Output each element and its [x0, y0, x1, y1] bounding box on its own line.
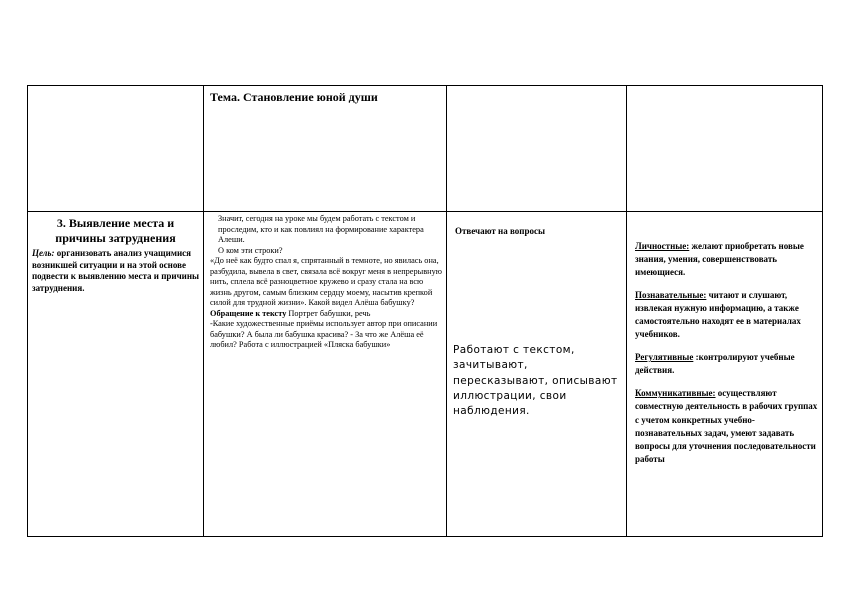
text-reference: Обращение к тексту [210, 308, 287, 318]
uud-personal-text: желают приобретать новые знания, умения, совершенствовать имеющиеся. [635, 241, 804, 278]
stage-title: 3. Выявление места и причины затруднения [55, 216, 176, 245]
uud-regulative-text: :контролируют учебные действия. [635, 352, 795, 376]
stage-goal [28, 246, 203, 294]
goal-text: организовать анализ учащимися возникшей ситуации и на этой основе подвести к выявлению места и причины затруднения. [32, 248, 200, 293]
lesson-plan-table [27, 85, 823, 537]
goal-label: Цель: [32, 248, 55, 258]
teacher-quote [210, 256, 442, 319]
uud-list [627, 212, 822, 466]
uud-communicative-text: осуществляют совместную деятельность в рабочих группах с учетом конкретных учебно-познавательных задач, умеют задавать вопросы для уточнения последовательности работы [635, 388, 818, 464]
uud-personal-heading: Личностные: [635, 241, 690, 251]
uud-cognitive-heading: Познавательные: [635, 290, 707, 301]
uud-personal [635, 240, 818, 279]
quote-text: «До неё как будто спал я, спрятанный в темноте, но явилась она, разбудила, вывела в свет, связала всё вокруг меня в непрерывную нить, сплела всё разноцветное кружево и сразу стала на всю жизнь другом, самым близким сердцу моему, насытив крепкой силой для трудной жизни». Какой видел Алёша бабушку? [210, 256, 442, 308]
table-cell-empty [28, 86, 204, 212]
quote-tail: Портрет бабушки, речь [286, 308, 371, 318]
topic-title: Тема. Становление юной души [210, 90, 378, 104]
uud-cognitive-text: читают и слушают, извлекая нужную информацию, а также самостоятельно находят ее в материалах учебников. [635, 290, 801, 340]
uud-regulative [635, 351, 818, 377]
student-answer: Отвечают на вопросы [455, 226, 546, 236]
teacher-questions: -Какие художественные приёмы использует автор при описании бабушки? А была ли бабушка красива? - За что же Алёша её любил? Работа с иллюстрацией «Пляска бабушки» [210, 319, 438, 350]
uud-cognitive [635, 289, 818, 341]
teacher-activity-cell [204, 212, 447, 537]
teacher-activity [204, 212, 446, 351]
student-activity-cell [447, 212, 627, 537]
stage-cell [28, 212, 204, 537]
table-cell-empty [447, 86, 627, 212]
topic-cell [204, 86, 447, 212]
student-work: Работают с текстом, зачитывают, пересказывают, описывают иллюстрации, свои наблюдения. [453, 344, 618, 418]
teacher-paragraph: Значит, сегодня на уроке мы будем работать с текстом и проследим, кто и как повлиял на формирование характера Алеши. [218, 214, 424, 245]
teacher-question: О ком эти строки? [218, 245, 283, 255]
uud-cell [627, 212, 823, 537]
uud-communicative-heading: Коммуникативные: [635, 388, 716, 399]
table-row [28, 212, 823, 537]
table-row [28, 86, 823, 212]
uud-communicative [635, 387, 818, 465]
table-cell-empty [627, 86, 823, 212]
uud-regulative-heading: Регулятивные [635, 352, 694, 363]
